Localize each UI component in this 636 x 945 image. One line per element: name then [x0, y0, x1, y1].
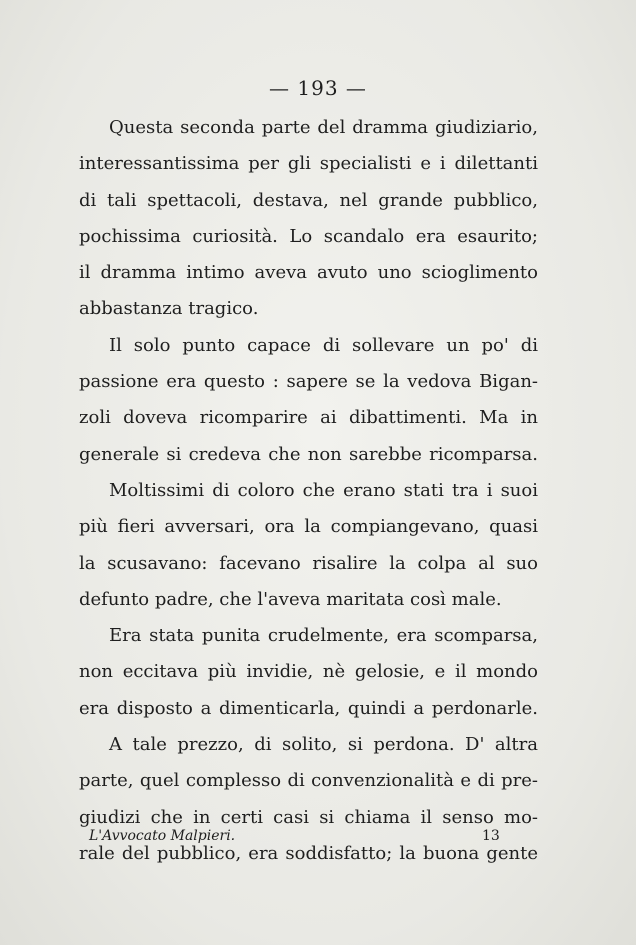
text-line: il dramma intimo aveva avuto uno scioglimento [79, 262, 538, 284]
text-line: A tale prezzo, di solito, si perdona. D' altra [109, 734, 538, 756]
footer-signature-mark: 13 [482, 828, 500, 844]
text-line: interessantissima per gli specialisti e i dilettanti [79, 153, 538, 175]
text-line: zoli doveva ricomparire ai dibattimenti. Ma in [79, 407, 538, 429]
text-line: era disposto a dimenticarla, quindi a perdonarle. [79, 697, 538, 719]
footer-book-title: L'Avvocato Malpieri. [89, 828, 236, 844]
text-line: di tali spettacoli, destava, nel grande pubblico, [79, 189, 538, 211]
text-line: abbastanza tragico. [79, 298, 259, 320]
text-line: generale si credeva che non sarebbe ricomparsa. [79, 443, 538, 465]
text-line: giudizi che in certi casi si chiama il senso mo- [79, 806, 538, 828]
text-line: passione era questo : sapere se la vedova Bigan- [79, 371, 538, 393]
text-line: più fieri avversari, ora la compiangevano, quasi [79, 516, 538, 538]
text-line: non eccitava più invidie, nè gelosie, e il mondo [79, 661, 538, 683]
text-line: parte, quel complesso di convenzionalità e di pre- [79, 770, 538, 792]
text-line: Era stata punita crudelmente, era scomparsa, [109, 625, 538, 647]
text-line: Questa seconda parte del dramma giudiziario, [109, 117, 538, 138]
text-line: la scusavano: facevano risalire la colpa al suo [79, 552, 538, 574]
text-line: pochissima curiosità. Lo scandalo era esaurito; [79, 225, 538, 247]
text-line: defunto padre, che l'aveva maritata così male. [79, 588, 502, 610]
page-number: — 193 — [269, 76, 367, 100]
text-line: rale del pubblico, era soddisfatto; la buona gente [79, 842, 538, 864]
text-line: Moltissimi di coloro che erano stati tra i suoi [109, 479, 538, 501]
text-line: Il solo punto capace di sollevare un po' di [109, 334, 538, 356]
body-text [79, 110, 538, 872]
